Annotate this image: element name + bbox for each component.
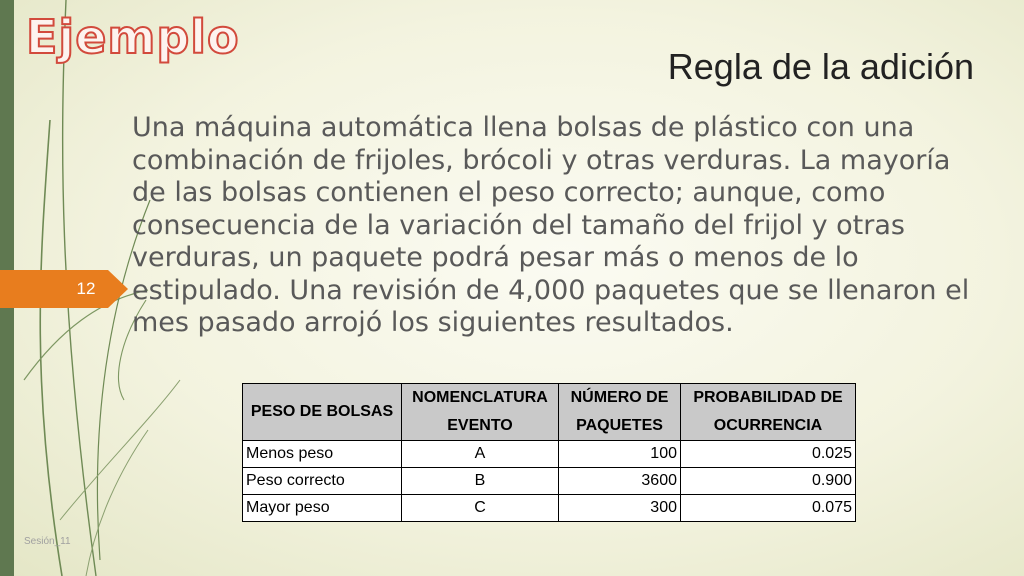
cell-probabilidad: 0.075 <box>681 495 856 522</box>
header-probabilidad: PROBABILIDAD DE OCURRENCIA <box>681 384 856 441</box>
header-numero-de-paquetes: NÚMERO DE PAQUETES <box>559 384 681 441</box>
cell-evento: B <box>402 468 559 495</box>
table-header-row <box>243 384 856 441</box>
session-footer: Sesión_11 <box>24 536 71 547</box>
cell-evento: A <box>402 441 559 468</box>
header-nomenclatura-evento: NOMENCLATURA EVENTO <box>402 384 559 441</box>
cell-peso: Mayor peso <box>243 495 402 522</box>
cell-peso: Peso correcto <box>243 468 402 495</box>
slide-title: Regla de la adición <box>667 46 974 87</box>
table-row <box>243 495 856 522</box>
cell-paquetes: 300 <box>559 495 681 522</box>
cell-evento: C <box>402 495 559 522</box>
cell-paquetes: 100 <box>559 441 681 468</box>
table-row <box>243 468 856 495</box>
results-table <box>242 383 856 522</box>
page-number: 12 <box>76 279 96 298</box>
table-row <box>243 441 856 468</box>
cell-paquetes: 3600 <box>559 468 681 495</box>
slide-heading: Ejemplo <box>26 10 240 64</box>
cell-probabilidad: 0.900 <box>681 468 856 495</box>
cell-peso: Menos peso <box>243 441 402 468</box>
header-peso-de-bolsas: PESO DE BOLSAS <box>243 384 402 441</box>
body-paragraph: Una máquina automática llena bolsas de plástico con una combinación de frijoles, brócoli y otras verduras. La mayoría de las bolsas contienen el peso correcto; aunque, como consecuencia de la variación del tamaño del frijol y otras verduras, un paquete podrá pesar más o menos de lo estipulado. Una revisión de 4,000 paquetes que se llenaron el mes pasado arrojó los siguientes resultados. <box>132 112 970 338</box>
cell-probabilidad: 0.025 <box>681 441 856 468</box>
